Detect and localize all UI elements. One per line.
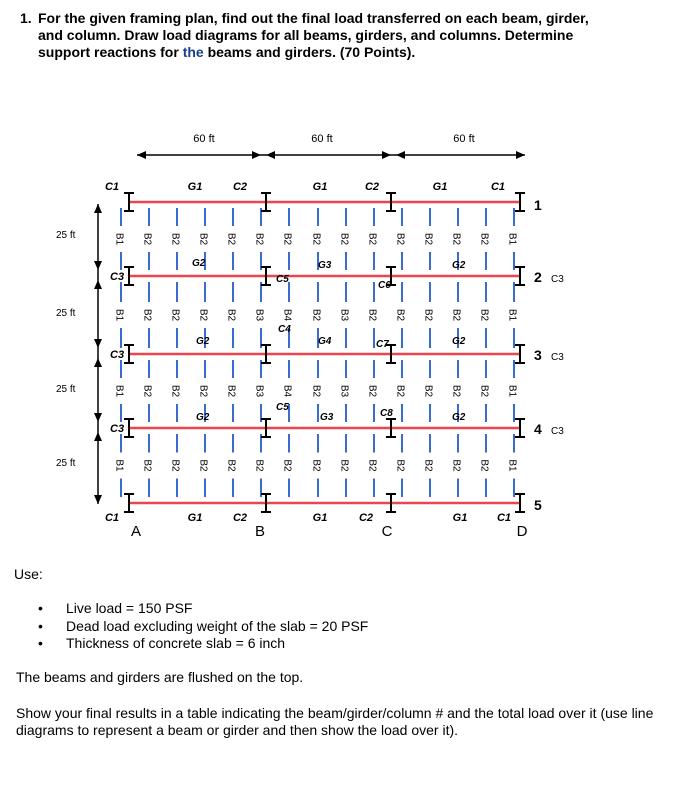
beam-label: B4 [281,308,293,322]
span-label: 60 ft [193,133,215,145]
beam-label: B2 [394,384,406,398]
note-flush: The beams and girders are flushed on the top. [16,669,304,685]
grid-column-letter: B [254,523,266,540]
right-column-label: C3 [551,426,564,437]
question-line-3-start: support reactions for [38,44,183,60]
use-item-slab-thickness: • Thickness of concrete slab = 6 inch [38,635,286,651]
beam-label: B2 [394,232,406,246]
beam-label: B1 [506,232,518,246]
beam-label: B3 [253,308,265,322]
inner-girder-label: G3 [318,260,332,271]
dimension-arrowhead [382,151,391,159]
bay-label: 25 ft [56,384,76,395]
beam-label: B2 [366,232,378,246]
beam-label: B2 [169,308,181,322]
beam-label: B2 [422,384,434,398]
beam-label: B2 [422,459,434,472]
beam-label: B3 [253,384,265,398]
grid-column-letter: C [381,523,393,540]
beam-label: B2 [169,459,181,472]
interior-column-label: C7 [376,339,389,350]
beam-label: B1 [506,459,518,472]
beam-label: B2 [141,232,153,246]
beam-label: B1 [113,384,125,398]
beam-label: B2 [310,232,322,246]
inner-girder-label: G2 [192,258,206,269]
beam-label: B2 [338,232,350,246]
dimension-arrowhead [94,358,102,367]
beam-label: B2 [281,459,293,472]
bay-label: 25 ft [56,458,76,469]
beam-label: B2 [310,459,322,472]
beam-label: B2 [253,232,265,246]
beam-label: B2 [366,308,378,322]
beam-label: B2 [478,384,490,398]
top-label: G1 [432,181,448,193]
beam-label: B2 [197,232,209,246]
dimension-arrowhead [94,204,102,213]
top-label: C1 [490,181,506,193]
beam-label: B2 [225,384,237,398]
beam-label: B4 [281,384,293,398]
dimension-arrowhead [252,151,261,159]
beam-label: B2 [225,308,237,322]
dimension-arrowhead [94,261,102,270]
span-label: 60 ft [453,133,475,145]
interior-column-label: C6 [378,280,391,291]
interior-column-label: C5 [276,402,289,413]
beam-label: B2 [310,308,322,322]
beam-label: B2 [422,308,434,322]
beam-label: B2 [394,459,406,472]
dimension-arrowhead [94,280,102,289]
use-item-live-load: • Live load = 150 PSF [38,600,193,616]
dimension-arrowhead [94,413,102,422]
grid-row-mark: 4 [534,421,542,437]
beam-label: B2 [169,232,181,246]
right-column-label: C3 [551,274,564,285]
left-column-label: C3 [110,423,125,435]
inner-girder-label: G4 [318,336,332,347]
beam-label: B3 [338,384,350,398]
bottom-label: C1 [104,512,120,524]
beam-label: B1 [113,308,125,322]
beam-label: B2 [310,384,322,398]
grid-column-letter: D [516,523,528,540]
beam-label: B2 [366,459,378,472]
beam-label: B2 [197,384,209,398]
question-line-3-the: the [182,44,204,60]
question-line-2: and column. Draw load diagrams for all beams, girders, and columns. Determine [38,27,574,43]
beam-label: B2 [141,459,153,472]
bottom-label: G1 [452,512,468,524]
interior-column-label: C5 [276,274,289,285]
use-label: Use: [14,566,43,582]
dimension-arrowhead [516,151,525,159]
inner-girder-label: G2 [452,336,466,347]
dimension-arrowhead [94,432,102,441]
inner-girder-label: G2 [452,412,466,423]
top-label: C1 [104,181,120,193]
beam-label: B2 [281,232,293,246]
bottom-label: G1 [312,512,328,524]
beam-label: B2 [478,308,490,322]
use-item-dead-load: • Dead load excluding weight of the slab = 20 PSF [38,618,369,634]
inner-girder-label: G2 [196,412,210,423]
dimension-arrowhead [396,151,405,159]
bottom-label: C2 [232,512,248,524]
dimension-arrowhead [94,495,102,504]
inner-girder-label: G2 [196,336,210,347]
beam-label: B1 [506,384,518,398]
top-label: G1 [187,181,203,193]
interior-column-label: C8 [380,408,393,419]
interior-column-label: C4 [278,324,291,335]
question [20,10,660,61]
beam-label: B2 [197,459,209,472]
left-column-label: C3 [110,271,125,283]
span-label: 60 ft [311,133,333,145]
beam-label: B3 [338,308,350,322]
beam-label: B2 [450,459,462,472]
dimension-arrowhead [94,339,102,348]
dimension-arrowhead [266,151,275,159]
bottom-label: C1 [496,512,512,524]
note-results: Show your final results in a table indicating the beam/girder/column # and the total load over it (use line diagrams to represent a beam or girder and then show the load over it). [16,705,654,738]
grid-row-mark: 2 [534,269,542,285]
left-column-label: C3 [110,349,125,361]
beam-label: B1 [113,459,125,472]
beam-label: B1 [113,232,125,246]
right-column-label: C3 [551,352,564,363]
top-label: C2 [232,181,248,193]
bottom-label: G1 [187,512,203,524]
beam-label: B2 [450,308,462,322]
question-line-1: For the given framing plan, find out the final load transferred on each beam, girder, [38,10,589,26]
inner-girder-label: G2 [452,260,466,271]
beam-label: B2 [394,308,406,322]
grid-row-mark: 1 [534,197,542,213]
beam-label: B2 [366,384,378,398]
framing-plan [0,120,677,540]
bottom-label: C2 [358,512,374,524]
beam-label: B2 [338,459,350,472]
top-label: G1 [312,181,328,193]
beam-label: B1 [506,308,518,322]
inner-girder-label: G3 [320,412,334,423]
beam-label: B2 [225,232,237,246]
top-label: C2 [364,181,380,193]
beam-label: B2 [422,232,434,246]
beam-label: B2 [225,459,237,472]
question-line-3 [38,44,660,61]
beam-label: B2 [253,459,265,472]
beam-label: B2 [450,384,462,398]
beam-label: B2 [478,459,490,472]
beam-label: B2 [141,308,153,322]
beam-label: B2 [141,384,153,398]
question-line-3-end: beams and girders. (70 Points). [203,44,416,60]
bay-label: 25 ft [56,230,76,241]
grid-row-mark: 3 [534,347,542,363]
beam-label: B2 [197,308,209,322]
bay-label: 25 ft [56,308,76,319]
question-number: 1. [20,10,32,26]
beam-label: B2 [478,232,490,246]
beam-label: B2 [169,384,181,398]
grid-column-letter: A [130,523,142,540]
beam-label: B2 [450,232,462,246]
grid-row-mark: 5 [534,497,542,513]
dimension-arrowhead [137,151,146,159]
